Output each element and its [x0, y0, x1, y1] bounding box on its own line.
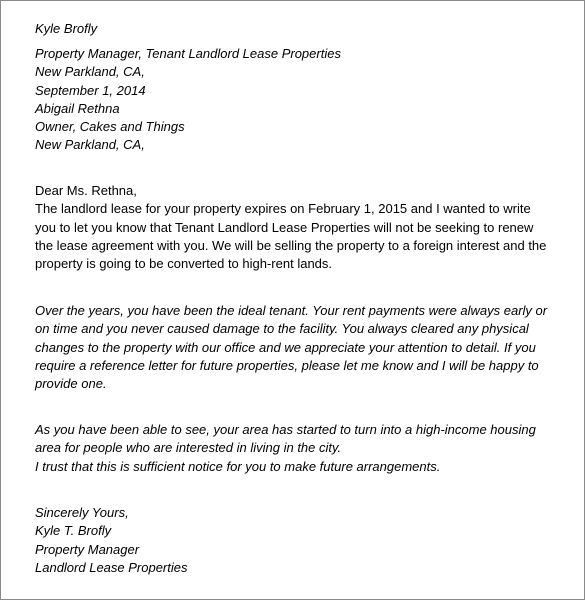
salutation: Dear Ms. Rethna, [35, 183, 137, 198]
paragraph-2-line-4: require a reference letter for future properties, please let me know and I will be happy to [35, 357, 539, 373]
closing-block [35, 504, 188, 577]
sender-city: New Parkland, CA, [35, 64, 145, 80]
recipient-city: New Parkland, CA, [35, 137, 145, 153]
sender-title: Property Manager, Tenant Landlord Lease Properties [35, 46, 341, 61]
opening-section [35, 182, 546, 273]
paragraph-2 [35, 302, 547, 393]
paragraph-1-line-1: The landlord lease for your property expires on February 1, 2015 and I wanted to write [35, 201, 531, 217]
paragraph-1-line-3: the lease agreement with you. We will be selling the property to a foreign interest and the [35, 237, 547, 253]
paragraph-2-line-5: provide one. [35, 376, 107, 392]
paragraph-3 [35, 421, 536, 476]
closing-phrase: Sincerely Yours, [35, 505, 129, 520]
signature-name: Kyle T. Brofly [35, 523, 112, 539]
paragraph-1-line-4: property is going to be converted to high-rent lands. [35, 256, 333, 272]
recipient-name: Abigail Rethna [35, 100, 120, 116]
address-block [35, 45, 341, 155]
paragraph-2-line-2: on time and you never caused damage to the facility. You always cleared any physical [35, 321, 529, 337]
paragraph-3-line-2: area for people who are interested in living in the city. [35, 440, 342, 456]
sender-name: Kyle Brofly [35, 21, 98, 36]
recipient-title: Owner, Cakes and Things [35, 119, 185, 135]
signature-title: Property Manager [35, 541, 140, 557]
paragraph-2-line-3: changes to the property with our office and we appreciate your attention to detail. If you [35, 339, 536, 355]
letter-date: September 1, 2014 [35, 82, 146, 98]
paragraph-3-line-1: As you have been able to see, your area has started to turn into a high-income housing [35, 422, 536, 437]
signature-company: Landlord Lease Properties [35, 559, 188, 575]
paragraph-2-line-1: Over the years, you have been the ideal tenant. Your rent payments were always early or [35, 303, 548, 318]
paragraph-1-line-2: you to let you know that Tenant Landlord Lease Properties will not be seeking to renew [35, 219, 534, 235]
paragraph-3-line-3: I trust that this is sufficient notice for you to make future arrangements. [35, 458, 441, 474]
